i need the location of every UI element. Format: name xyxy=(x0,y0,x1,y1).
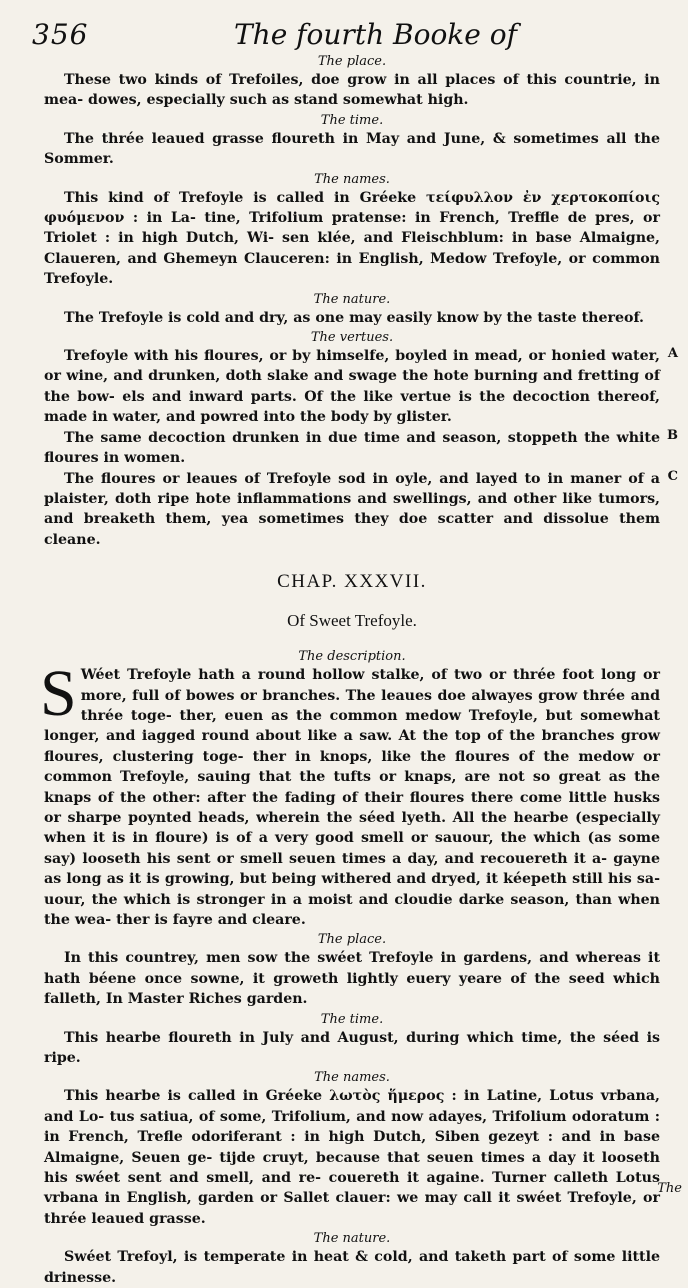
paragraph-place: These two kinds of Trefoiles, doe grow in all places of this countrie, in mea- dowes, especially such as stand somewhat high. xyxy=(44,72,660,109)
section-heading: The description. xyxy=(298,649,406,665)
page-number: 356 xyxy=(32,18,89,51)
chapter-subtitle: Of Sweet Trefoyle. xyxy=(287,611,417,631)
vertue-b-block xyxy=(44,427,678,469)
margin-letter-c: C xyxy=(667,468,678,484)
section-heading: The nature. xyxy=(313,1231,391,1247)
paragraph-place-2: In this countrey, men sow the swéet Trefoyle in gardens, and whereas it hath béene once sowne, it groweth lightly euery yeare of the seed which falleth, In Master Riches garden. xyxy=(44,950,660,1008)
paragraph-vertues-a: Trefoyle with his floures, or by himselfe, boyled in mead, or honied water, or wine, and drunken, doth slake and swage the hote burning and fretting of the bow- els and inward parts. Of the like vertue is the decoction thereof, made in water, and powred into the body by glister. xyxy=(44,348,660,426)
paragraph-description: Wéet Trefoyle hath a round hollow stalke, of two or thrée foot long or more, full of bowes or branches. The leaues doe alwayes grow thrée and thrée toge- ther, euen as the common medow Trefoyle, but somewhat longer, and iagged round about like a saw. At the top of the branches grow floures, clustering toge- ther in knops, like the floures of the medow or common Trefoyle, sauing that the tufts or knaps, are not so great as the knaps of the other: after the fading of their floures there come little husks or sharpe poynted heads, wherein the séed lyeth. All the hearbe (especially when it is in floure) is of a very good smell or sauour, the which (as some say) looseth his sent or smell seuen times a day, and recouereth it a- gayne as long as it is growing, but being withered and dryed, it kéepeth still his sa- uour, the which is stronger in a moist and cloudie darke season, than when the wea- ther is fayre and cleare. xyxy=(44,667,660,928)
paragraph-vertues-b: The same decoction drunken in due time and season, stoppeth the white floures in women. xyxy=(44,429,660,467)
paragraph-names: This kind of Trefoyle is called in Gréeke τείφυλλον ἐν χερτοκοπίοις φυόμενον : in La- tine, Trifolium pratense: in French, Treffle de pres, or Triolet : in high Dutch, Wi- sen klée, and Fleischblum: in base Almaigne, Claueren, and Ghemeyn Clauceren: in English, Medow Trefoyle, or common Trefoyle. xyxy=(44,189,660,288)
section-heading: The time. xyxy=(320,112,384,128)
chapter-title: CHAP. XXXVII. xyxy=(277,571,427,593)
paragraph-time: The thrée leaued grasse floureth in May and June, & sometimes all the Sommer. xyxy=(44,130,660,168)
section-heading: The vertues. xyxy=(310,330,394,346)
header xyxy=(32,12,660,52)
margin-letter-b: B xyxy=(667,427,678,443)
section-heading: The place. xyxy=(317,932,387,948)
paragraph-vertues-c: The floures or leaues of Trefoyle sod in oyle, and layed to in maner of a plaister, doth ripe hote inflammations and swellings, and other like tumors, and breaketh them, yea sometimes they doe scatter and dissolue them cleane. xyxy=(44,470,660,548)
paragraph-time-2: This hearbe floureth in July and August, during which time, the séed is ripe. xyxy=(44,1029,660,1067)
vertue-c-block xyxy=(44,468,678,551)
section-heading: The nature. xyxy=(313,291,391,307)
drop-cap: S xyxy=(40,657,77,731)
margin-letter-a: A xyxy=(667,346,678,362)
vertue-a-block xyxy=(44,346,678,428)
section-heading: The time. xyxy=(320,1011,384,1027)
section-heading: The names. xyxy=(314,1070,390,1086)
paragraph-names-2: This hearbe is called in Gréeke λωτὸς ἥμερος : in Latine, Lotus vrbana, and Lo- tus satiua, of some, Trifolium, and now adayes, Trifolium odoratum : in French, Trefle odoriferant : in high Dutch, Siben gezeyt : and in base Almaigne, Seuen ge- tijde cruyt, because that seuen times a day it looseth his swéet sent and smell, and re- couereth it againe. Turner calleth Lotus vrbana in English, garden or Sallet clauer: we may call it swéet Trefoyle, or thrée leaued grasse. xyxy=(44,1088,660,1227)
catchword: The xyxy=(657,1181,682,1196)
section-heading: The place. xyxy=(317,54,387,69)
paragraph-nature: The Trefoyle is cold and dry, as one may easily know by the taste thereof. xyxy=(64,309,644,326)
paragraph-nature-2: Swéet Trefoyl, is temperate in heat & cold, and taketh part of some little drinesse. xyxy=(44,1249,660,1286)
running-head: The fourth Booke of xyxy=(234,18,517,51)
section-heading: The names. xyxy=(314,171,390,187)
